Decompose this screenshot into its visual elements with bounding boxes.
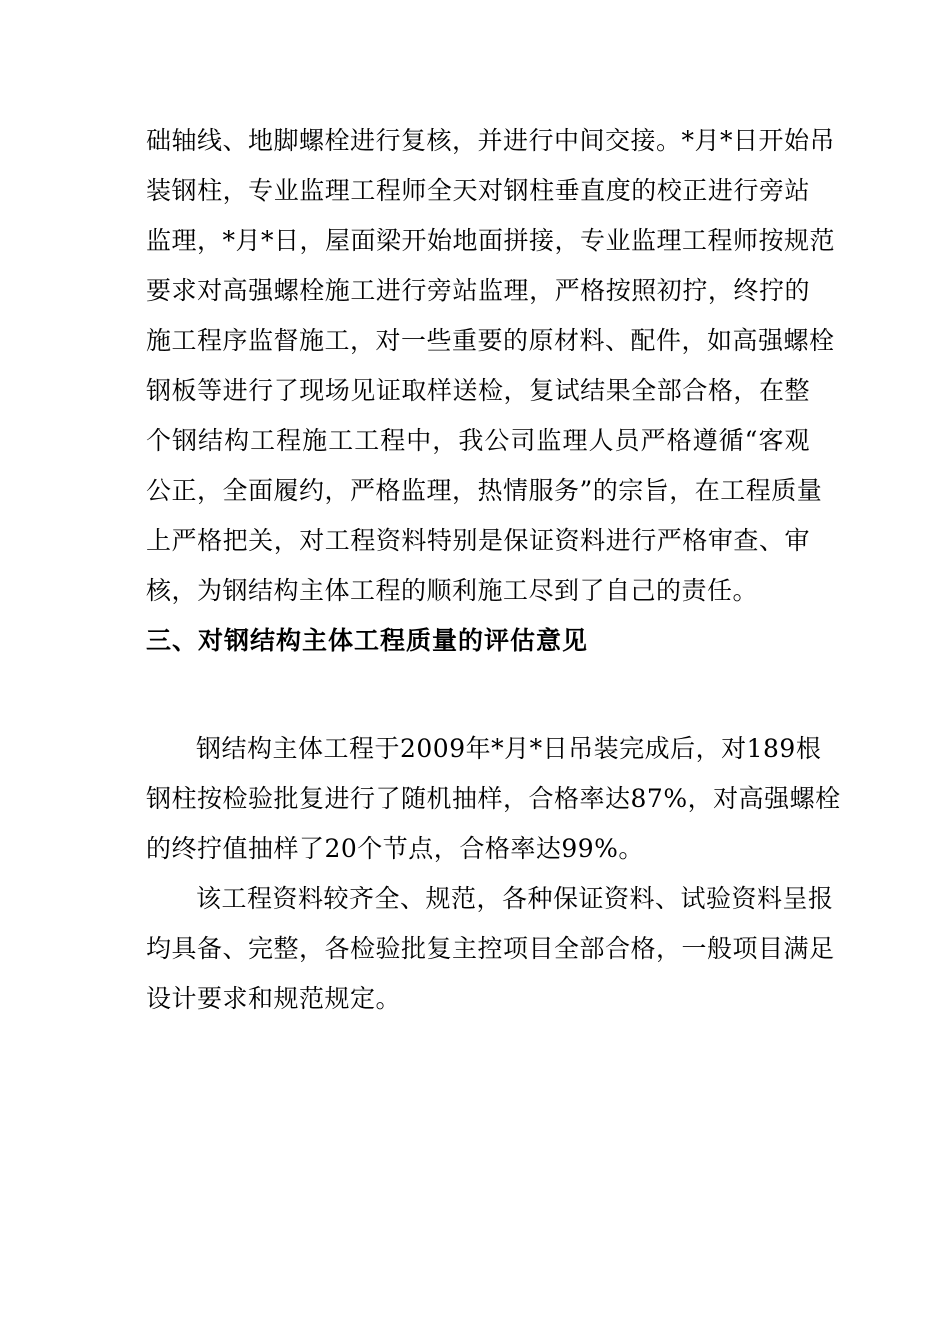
text-line: 设计要求和规范规定。 [146, 984, 402, 1013]
text-line: 个钢结构工程施工工程中，我公司监理人员严格遵循“客观 [146, 426, 810, 455]
text-line: 均具备、完整，各检验批复主控项目全部合格，一般项目满足 [146, 934, 835, 963]
section-heading: 三、对钢结构主体工程质量的评估意见 [146, 626, 589, 655]
text-line: 核，为钢结构主体工程的顺利施工尽到了自己的责任。 [146, 576, 759, 605]
text-line: 该工程资料较齐全、规范，各种保证资料、试验资料呈报 [196, 884, 834, 913]
text-line: 钢柱按检验批复进行了随机抽样，合格率达87%，对高强螺栓 [146, 784, 841, 813]
text-line: 施工程序监督施工，对一些重要的原材料、配件，如高强螺栓 [146, 326, 835, 355]
text-line: 公正，全面履约，严格监理，热情服务”的宗旨，在工程质量 [146, 476, 823, 505]
text-line: 础轴线、地脚螺栓进行复核，并进行中间交接。*月*日开始吊 [146, 126, 836, 155]
text-line: 钢板等进行了现场见证取样送检，复试结果全部合格，在整 [146, 376, 810, 405]
text-line: 钢结构主体工程于2009年*月*日吊装完成后，对189根 [196, 734, 822, 763]
text-line: 要求对高强螺栓施工进行旁站监理，严格按照初拧，终拧的 [146, 276, 810, 305]
text-line: 的终拧值抽样了20个节点，合格率达99%。 [146, 834, 644, 863]
text-line: 监理，*月*日，屋面梁开始地面拼接，专业监理工程师按规范 [146, 226, 836, 255]
text-line: 上严格把关，对工程资料特别是保证资料进行严格审查、审 [146, 526, 810, 555]
text-line: 装钢柱，专业监理工程师全天对钢柱垂直度的校正进行旁站 [146, 176, 810, 205]
